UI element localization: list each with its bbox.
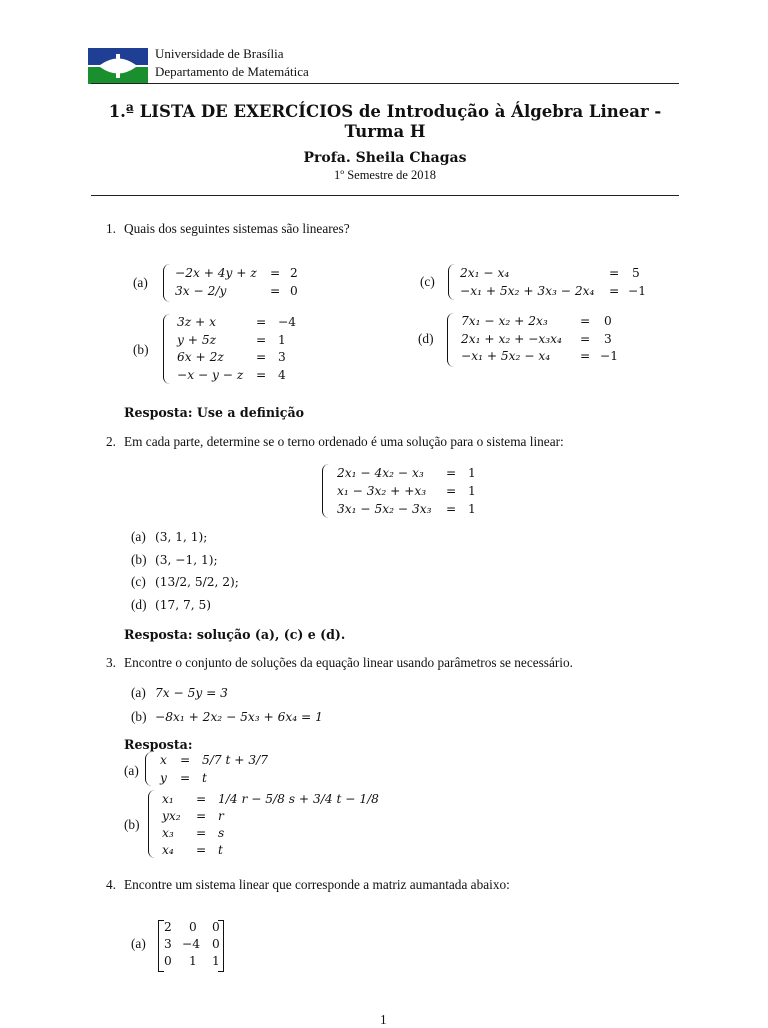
q3-ans-b-row4-rhs: t [218,843,223,857]
q2-option-d-value: (17, 7, 5) [155,598,212,612]
q1-c-row2-eq: = [609,284,620,298]
q2-row2-eq: = [446,484,457,498]
q3-ans-b-brace [148,790,159,858]
q3-ans-a-row2-eq: = [180,771,191,785]
q3-ans-a-row1-lhs: x [160,753,167,767]
q1-d-row1-lhs: 7x₁ − x₂ + 2x₃ [461,314,548,328]
q1-c-brace [448,264,459,300]
q1-c-row2-rhs: −1 [628,284,646,298]
q1-b-row4-rhs: 4 [278,368,286,382]
q4-m-r3c3: 1 [212,954,220,968]
q4-m-r1c1: 2 [164,920,172,934]
q1-d-row3-eq: = [580,349,591,363]
q1-a-row2-lhs: 3x − 2/y [175,284,227,298]
q3-ans-b-row3-eq: = [196,826,207,840]
university-name: Universidade de Brasília [155,46,284,61]
q1-d-row3-rhs: −1 [600,349,618,363]
q2-row1-lhs: 2x₁ − 4x₂ − x₃ [337,466,424,480]
q2-answer: Resposta: solução (a), (c) e (d). [124,627,346,642]
semester: 1º Semestre de 2018 [333,168,437,182]
q1-c-row1-rhs: 5 [632,266,640,280]
q3-ans-a-row2-lhs: y [160,771,167,785]
q2-row2-rhs: 1 [468,484,476,498]
q1-d-row3-lhs: −x₁ + 5x₂ − x₄ [461,349,551,363]
q3-ans-b-row4-eq: = [196,843,207,857]
university-logo [88,48,148,84]
q1-b-row2-eq: = [256,333,267,347]
q2-option-a-label: (a) [131,529,146,544]
q3-ans-a-row2-rhs: t [202,771,207,785]
q1-a-row2-rhs: 0 [290,284,298,298]
q1-c-label: (c) [420,274,435,289]
q1-b-row1-rhs: −4 [278,315,296,329]
q1-d-brace [447,313,458,367]
q1-d-row2-rhs: 3 [604,332,612,346]
q1-a-row2-eq: = [270,284,281,298]
q1-d-row2-eq: = [580,332,591,346]
q2-number: 2. [106,434,116,449]
q1-b-row1-lhs: 3z + x [177,315,217,329]
q2-row1-eq: = [446,466,457,480]
q4-prompt: Encontre um sistema linear que corresponde a matriz aumantada abaixo: [124,877,510,892]
q1-b-row3-rhs: 3 [278,350,286,364]
q2-option-c-value: (13/2, 5/2, 2); [155,575,239,589]
q3-ans-b-row3-rhs: s [218,826,225,840]
q2-option-b-label: (b) [131,552,147,567]
page-title-line2: Turma H [344,122,426,141]
q2-row1-rhs: 1 [468,466,476,480]
q1-b-row3-eq: = [256,350,267,364]
q1-b-label: (b) [133,342,149,357]
q2-row2-lhs: x₁ − 3x₂ + +x₃ [337,484,427,498]
q2-system-brace [322,464,333,518]
q1-b-row1-eq: = [256,315,267,329]
q3-item-a-label: (a) [131,685,146,700]
q3-ans-b-row3-lhs: x₃ [162,826,174,840]
q3-ans-a-label: (a) [124,763,139,778]
q1-c-row1-eq: = [609,266,620,280]
q1-b-row4-eq: = [256,368,267,382]
q3-ans-b-row1-eq: = [196,792,207,806]
q2-prompt: Em cada parte, determine se o terno ordenado é uma solução para o sistema linear: [124,434,564,449]
q3-ans-b-row2-lhs: yx₂ [162,809,181,823]
q3-number: 3. [106,655,116,670]
q4-number: 4. [106,877,116,892]
q3-item-a-eq: 7x − 5y = 3 [155,686,228,700]
q1-c-row1-lhs: 2x₁ − x₄ [460,266,510,280]
q3-ans-a-row1-rhs: 5/7 t + 3/7 [202,753,268,767]
header-rule [91,83,679,84]
q2-row3-lhs: 3x₁ − 5x₂ − 3x₃ [337,502,432,516]
q1-number: 1. [106,221,116,236]
q4-m-r3c1: 0 [164,954,172,968]
page-title-line1: 1.ª LISTA DE EXERCÍCIOS de Introdução à Álgebra Linear - [108,102,662,121]
q4-m-r2c3: 0 [212,937,220,951]
q3-ans-b-row2-rhs: r [218,809,224,823]
q4-m-r1c3: 0 [212,920,220,934]
q3-prompt: Encontre o conjunto de soluções da equação linear usando parâmetros se necessário. [124,655,573,670]
q3-ans-b-row1-lhs: x₁ [162,792,174,806]
q1-d-row1-eq: = [580,314,591,328]
q3-ans-b-row2-eq: = [196,809,207,823]
q4-m-r3c2: 1 [189,954,197,968]
q1-b-row2-rhs: 1 [278,333,286,347]
q1-a-row1-lhs: −2x + 4y + z [175,266,257,280]
title-rule [91,195,679,196]
q3-ans-a-brace [145,752,156,786]
q3-item-b-eq: −8x₁ + 2x₂ − 5x₃ + 6x₄ = 1 [155,710,323,724]
q1-d-row2-lhs: 2x₁ + x₂ + −x₃x₄ [461,332,562,346]
q1-b-row2-lhs: y + 5z [177,333,217,347]
q4-label: (a) [131,936,146,951]
q4-m-r2c1: 3 [164,937,172,951]
q1-d-label: (d) [418,331,434,346]
q2-option-c-label: (c) [131,574,146,589]
q4-m-r1c2: 0 [189,920,197,934]
q1-a-label: (a) [133,275,148,290]
q3-ans-a-row1-eq: = [180,753,191,767]
q1-a-row1-rhs: 2 [290,266,298,280]
q3-ans-b-row1-rhs: 1/4 r − 5/8 s + 3/4 t − 1/8 [218,792,379,806]
q2-option-d-label: (d) [131,597,147,612]
q1-b-row4-lhs: −x − y − z [177,368,244,382]
q2-option-a-value: (3, 1, 1); [155,530,208,544]
q1-answer: Resposta: Use a definição [124,405,305,420]
q1-b-brace [163,314,174,384]
q2-row3-rhs: 1 [468,502,476,516]
q2-option-b-value: (3, −1, 1); [155,553,218,567]
q3-ans-b-label: (b) [124,817,140,832]
professor-name: Profa. Sheila Chagas [303,150,467,166]
department-name: Departamento de Matemática [155,64,309,79]
q1-a-row1-eq: = [270,266,281,280]
q1-b-row3-lhs: 6x + 2z [177,350,224,364]
q1-c-row2-lhs: −x₁ + 5x₂ + 3x₃ − 2x₄ [460,284,595,298]
q1-prompt: Quais dos seguintes sistemas são lineares? [124,221,350,236]
q2-row3-eq: = [446,502,457,516]
q3-answer-label: Resposta: [124,737,193,752]
page-number: 1 [380,1012,387,1027]
q3-ans-b-row4-lhs: x₄ [162,843,174,857]
q3-item-b-label: (b) [131,709,147,724]
q1-d-row1-rhs: 0 [604,314,612,328]
q4-m-r2c2: −4 [182,937,200,951]
q1-a-brace [163,264,174,302]
